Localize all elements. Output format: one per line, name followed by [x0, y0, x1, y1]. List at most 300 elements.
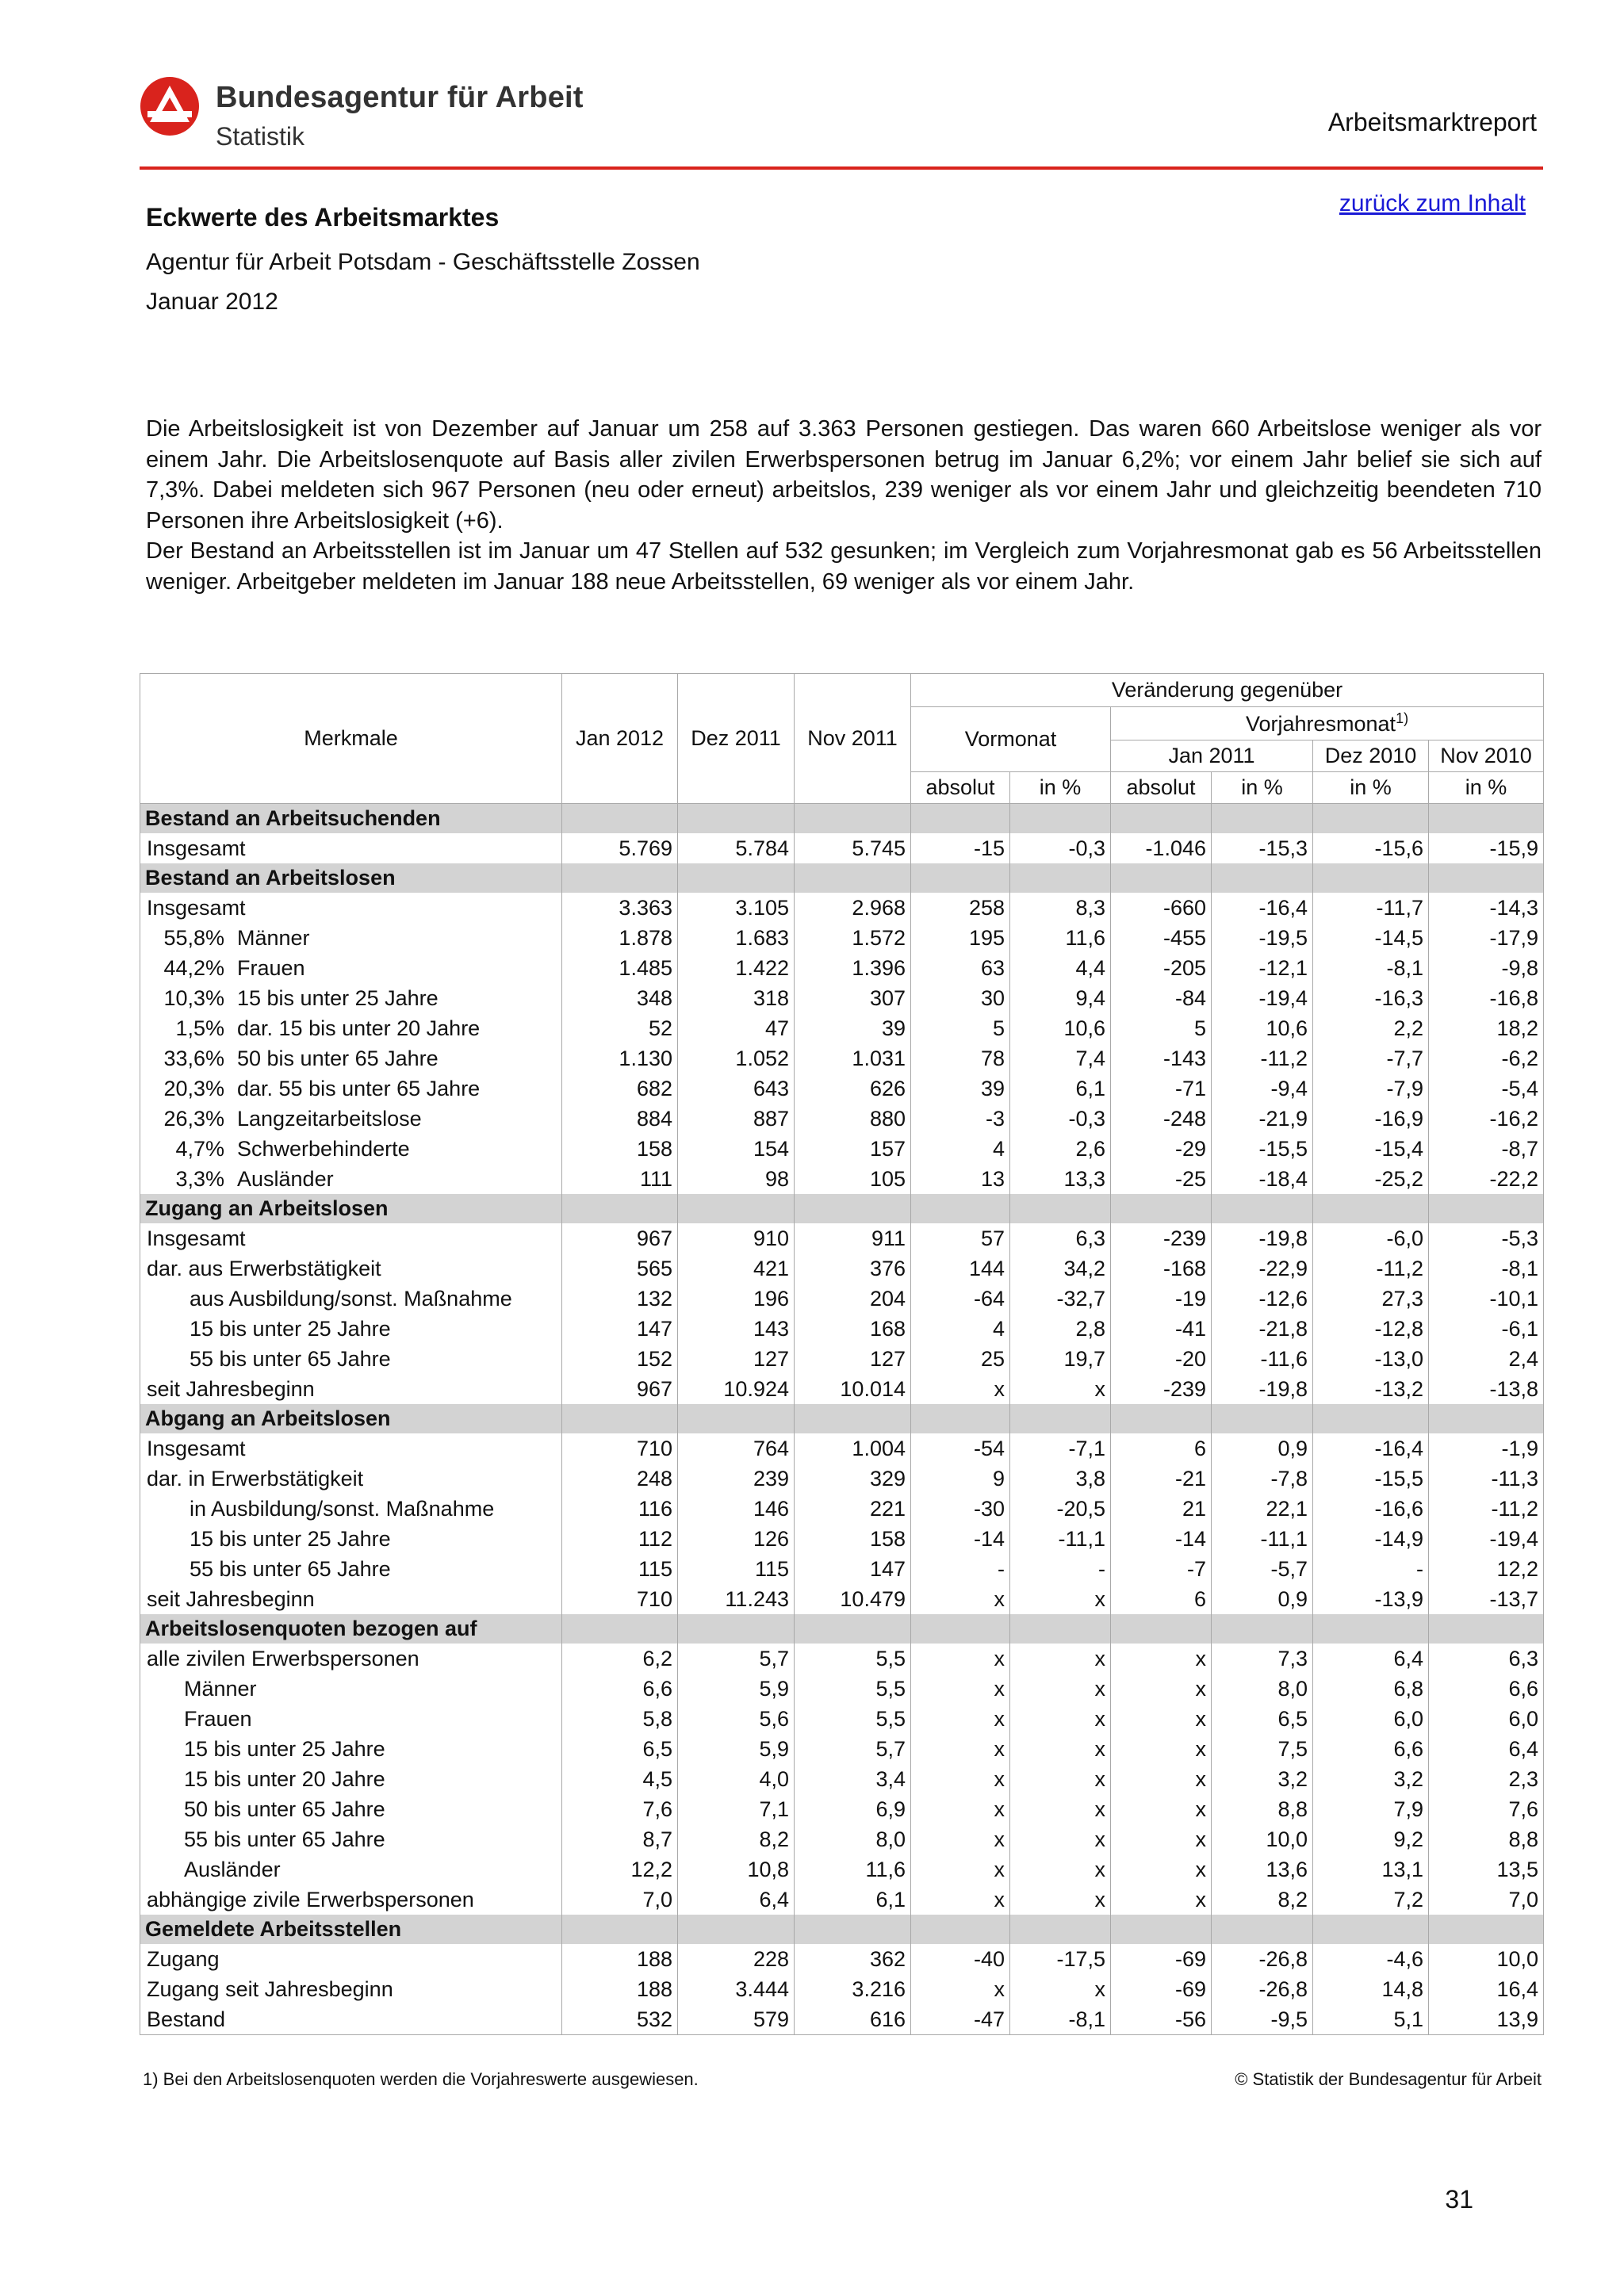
value-cell: 4,4: [1010, 953, 1111, 983]
row-label-cell: [140, 1013, 562, 1043]
table-row: [140, 1253, 1544, 1284]
table-row: [140, 1344, 1544, 1374]
value-cell: 4: [911, 1134, 1010, 1164]
value-cell: 5,5: [795, 1644, 911, 1674]
value-cell: -19,8: [1212, 1223, 1313, 1253]
value-cell: x: [1010, 1824, 1111, 1854]
ba-logo-icon: [140, 76, 200, 136]
value-cell: 158: [562, 1134, 678, 1164]
value-cell: -56: [1111, 2004, 1212, 2035]
value-cell: 111: [562, 1164, 678, 1194]
value-cell: -40: [911, 1944, 1010, 1974]
group-filler-cell: [1111, 1194, 1212, 1223]
value-cell: 6,5: [562, 1734, 678, 1764]
row-label-cell: [140, 1464, 562, 1494]
value-cell: 147: [562, 1314, 678, 1344]
group-title: Zugang an Arbeitslosen: [140, 1194, 562, 1223]
row-label: 15 bis unter 25 Jahre: [237, 985, 439, 1010]
value-cell: 880: [795, 1104, 911, 1134]
value-cell: 1.004: [795, 1433, 911, 1464]
value-cell: x: [911, 1794, 1010, 1824]
value-cell: x: [1010, 1734, 1111, 1764]
value-cell: 239: [678, 1464, 795, 1494]
row-label: aus Ausbildung/sonst. Maßnahme: [190, 1286, 512, 1311]
value-cell: 16,4: [1429, 1974, 1544, 2004]
value-cell: 6,6: [1313, 1734, 1429, 1764]
value-cell: 116: [562, 1494, 678, 1524]
value-cell: 5.784: [678, 833, 795, 863]
value-cell: 6: [1111, 1584, 1212, 1614]
table-row: [140, 1043, 1544, 1073]
row-share: 1,5%: [175, 1016, 224, 1040]
value-cell: 7,0: [1429, 1885, 1544, 1915]
value-cell: 6,3: [1010, 1223, 1111, 1253]
row-label-cell: [140, 953, 562, 983]
value-cell: 1.422: [678, 953, 795, 983]
value-cell: 10,6: [1212, 1013, 1313, 1043]
period-label: Januar 2012: [146, 289, 278, 315]
group-filler-cell: [795, 1915, 911, 1944]
value-cell: x: [1111, 1704, 1212, 1734]
value-cell: 1.683: [678, 923, 795, 953]
value-cell: 967: [562, 1374, 678, 1404]
row-label: Langzeitarbeitslose: [237, 1106, 422, 1131]
value-cell: -16,4: [1313, 1433, 1429, 1464]
value-cell: -69: [1111, 1944, 1212, 1974]
row-label-cell: [140, 1824, 562, 1854]
value-cell: 39: [795, 1013, 911, 1043]
row-label: Insgesamt: [147, 1436, 246, 1460]
value-cell: -9,5: [1212, 2004, 1313, 2035]
value-cell: 248: [562, 1464, 678, 1494]
group-filler-cell: [1313, 1915, 1429, 1944]
row-label-cell: [140, 1374, 562, 1404]
group-filler-cell: [1313, 863, 1429, 893]
group-filler-cell: [795, 863, 911, 893]
value-cell: -15,9: [1429, 833, 1544, 863]
value-cell: -6,1: [1429, 1314, 1544, 1344]
group-filler-cell: [1212, 1194, 1313, 1223]
group-filler-cell: [795, 1194, 911, 1223]
value-cell: 376: [795, 1253, 911, 1284]
value-cell: 5,1: [1313, 2004, 1429, 2035]
value-cell: 10,0: [1429, 1944, 1544, 1974]
row-label-cell: [140, 1494, 562, 1524]
value-cell: -19,8: [1212, 1374, 1313, 1404]
value-cell: 11.243: [678, 1584, 795, 1614]
group-filler-cell: [1313, 804, 1429, 834]
report-label: Arbeitsmarktreport: [1327, 108, 1537, 136]
row-label-cell: [140, 1644, 562, 1674]
col-header-nov2010: Nov 2010: [1429, 740, 1544, 772]
row-share: 44,2%: [163, 955, 224, 980]
value-cell: x: [1010, 1974, 1111, 2004]
row-label: dar. aus Erwerbstätigkeit: [147, 1256, 381, 1280]
value-cell: -13,8: [1429, 1374, 1544, 1404]
value-cell: -5,7: [1212, 1554, 1313, 1584]
row-label-cell: [140, 1854, 562, 1885]
value-cell: -11,3: [1429, 1464, 1544, 1494]
value-cell: 258: [911, 893, 1010, 923]
value-cell: -32,7: [1010, 1284, 1111, 1314]
group-filler-cell: [562, 1915, 678, 1944]
value-cell: x: [911, 1764, 1010, 1794]
table-footnote: 1) Bei den Arbeitslosenquoten werden die Vorjahreswerte ausgewiesen.: [143, 2069, 699, 2089]
value-cell: -14,5: [1313, 923, 1429, 953]
group-filler-cell: [911, 1915, 1010, 1944]
value-cell: -16,8: [1429, 983, 1544, 1013]
row-label-cell: [140, 1885, 562, 1915]
value-cell: 144: [911, 1253, 1010, 1284]
row-label-cell: [140, 1944, 562, 1974]
value-cell: 154: [678, 1134, 795, 1164]
value-cell: 5,7: [795, 1734, 911, 1764]
value-cell: -248: [1111, 1104, 1212, 1134]
value-cell: x: [1010, 1374, 1111, 1404]
table-row: [140, 1704, 1544, 1734]
value-cell: x: [911, 1885, 1010, 1915]
value-cell: -12,8: [1313, 1314, 1429, 1344]
row-share: 33,6%: [163, 1046, 224, 1070]
value-cell: -8,1: [1429, 1253, 1544, 1284]
value-cell: 307: [795, 983, 911, 1013]
value-cell: -20,5: [1010, 1494, 1111, 1524]
value-cell: 19,7: [1010, 1344, 1111, 1374]
value-cell: 12,2: [562, 1854, 678, 1885]
value-cell: x: [911, 1704, 1010, 1734]
group-filler-cell: [1111, 863, 1212, 893]
value-cell: 0,9: [1212, 1584, 1313, 1614]
value-cell: 63: [911, 953, 1010, 983]
value-cell: -13,7: [1429, 1584, 1544, 1614]
value-cell: 52: [562, 1013, 678, 1043]
value-cell: 1.396: [795, 953, 911, 983]
row-label-cell: [140, 1554, 562, 1584]
table-row: [140, 1013, 1544, 1043]
table-row: [140, 1524, 1544, 1554]
value-cell: -11,2: [1313, 1253, 1429, 1284]
group-filler-cell: [1429, 1614, 1544, 1644]
value-cell: 146: [678, 1494, 795, 1524]
value-cell: -30: [911, 1494, 1010, 1524]
value-cell: 27,3: [1313, 1284, 1429, 1314]
table-row: [140, 953, 1544, 983]
row-label: seit Jahresbeginn: [147, 1376, 315, 1401]
page-header: [140, 73, 1542, 168]
value-cell: -0,3: [1010, 833, 1111, 863]
value-cell: 18,2: [1429, 1013, 1544, 1043]
value-cell: 6,0: [1429, 1704, 1544, 1734]
table-row: [140, 1554, 1544, 1584]
value-cell: 887: [678, 1104, 795, 1134]
value-cell: 228: [678, 1944, 795, 1974]
row-label: Schwerbehinderte: [237, 1136, 410, 1161]
value-cell: -: [1313, 1554, 1429, 1584]
row-label-cell: [140, 1284, 562, 1314]
value-cell: 13,3: [1010, 1164, 1111, 1194]
value-cell: -8,1: [1313, 953, 1429, 983]
value-cell: 0,9: [1212, 1433, 1313, 1464]
value-cell: 21: [1111, 1494, 1212, 1524]
value-cell: 911: [795, 1223, 911, 1253]
value-cell: 5: [1111, 1013, 1212, 1043]
value-cell: 13,5: [1429, 1854, 1544, 1885]
value-cell: 22,1: [1212, 1494, 1313, 1524]
group-title: Bestand an Arbeitslosen: [140, 863, 562, 893]
value-cell: -19,4: [1429, 1524, 1544, 1554]
group-filler-cell: [1111, 804, 1212, 834]
group-filler-cell: [911, 863, 1010, 893]
value-cell: -1.046: [1111, 833, 1212, 863]
group-filler-cell: [795, 804, 911, 834]
group-filler-cell: [562, 1404, 678, 1433]
value-cell: 127: [678, 1344, 795, 1374]
value-cell: -16,3: [1313, 983, 1429, 1013]
value-cell: 112: [562, 1524, 678, 1554]
col-header-merkmale: Merkmale: [140, 674, 562, 804]
col-header-nov2011: Nov 2011: [795, 674, 911, 804]
row-label-cell: [140, 1794, 562, 1824]
value-cell: 132: [562, 1284, 678, 1314]
group-filler-cell: [911, 1194, 1010, 1223]
back-to-contents-link[interactable]: zurück zum Inhalt: [1339, 190, 1526, 216]
org-subtitle: Statistik: [216, 122, 305, 151]
value-cell: 1.878: [562, 923, 678, 953]
col-header-veraenderung: Veränderung gegenüber: [911, 674, 1544, 707]
value-cell: 7,2: [1313, 1885, 1429, 1915]
row-label: Bestand: [147, 2007, 226, 2031]
table-row: [140, 1134, 1544, 1164]
group-filler-cell: [1212, 863, 1313, 893]
value-cell: 6,4: [1429, 1734, 1544, 1764]
row-label: Zugang seit Jahresbeginn: [147, 1976, 393, 2001]
value-cell: 4,0: [678, 1764, 795, 1794]
value-cell: 2,2: [1313, 1013, 1429, 1043]
value-cell: 30: [911, 983, 1010, 1013]
value-cell: -11,2: [1429, 1494, 1544, 1524]
value-cell: 10,6: [1010, 1013, 1111, 1043]
group-filler-cell: [1212, 1915, 1313, 1944]
value-cell: x: [911, 1374, 1010, 1404]
row-label-cell: [140, 1974, 562, 2004]
page-title: Eckwerte des Arbeitsmarktes: [146, 203, 500, 232]
value-cell: x: [1111, 1644, 1212, 1674]
value-cell: 6,3: [1429, 1644, 1544, 1674]
value-cell: 34,2: [1010, 1253, 1111, 1284]
value-cell: -21,8: [1212, 1314, 1313, 1344]
group-filler-cell: [1212, 1404, 1313, 1433]
value-cell: -660: [1111, 893, 1212, 923]
value-cell: -26,8: [1212, 1974, 1313, 2004]
value-cell: -29: [1111, 1134, 1212, 1164]
value-cell: 362: [795, 1944, 911, 1974]
value-cell: -64: [911, 1284, 1010, 1314]
value-cell: 7,0: [562, 1885, 678, 1915]
value-cell: -15,5: [1313, 1464, 1429, 1494]
row-label-cell: [140, 1253, 562, 1284]
value-cell: 1.572: [795, 923, 911, 953]
value-cell: x: [1111, 1824, 1212, 1854]
value-cell: 3,8: [1010, 1464, 1111, 1494]
value-cell: x: [1010, 1674, 1111, 1704]
group-filler-cell: [678, 863, 795, 893]
group-filler-cell: [911, 804, 1010, 834]
value-cell: -1,9: [1429, 1433, 1544, 1464]
value-cell: 2.968: [795, 893, 911, 923]
row-share: 55,8%: [163, 925, 224, 950]
value-cell: x: [1010, 1644, 1111, 1674]
col-header-dez2010: Dez 2010: [1313, 740, 1429, 772]
value-cell: 884: [562, 1104, 678, 1134]
group-filler-cell: [1010, 863, 1111, 893]
group-filler-cell: [1212, 1614, 1313, 1644]
value-cell: -13,9: [1313, 1584, 1429, 1614]
value-cell: 9,4: [1010, 983, 1111, 1013]
table-row: [140, 1584, 1544, 1614]
value-cell: 6,5: [1212, 1704, 1313, 1734]
value-cell: 13,6: [1212, 1854, 1313, 1885]
header-divider: [140, 166, 1543, 170]
group-filler-cell: [911, 1614, 1010, 1644]
value-cell: -22,2: [1429, 1164, 1544, 1194]
value-cell: x: [1010, 1885, 1111, 1915]
col-header-vorjahresmonat: [1111, 707, 1544, 740]
col-header-in-pct: in %: [1010, 772, 1111, 804]
value-cell: 143: [678, 1314, 795, 1344]
value-cell: -7,8: [1212, 1464, 1313, 1494]
group-filler-cell: [911, 1404, 1010, 1433]
value-cell: 168: [795, 1314, 911, 1344]
table-row: [140, 1824, 1544, 1854]
group-filler-cell: [1429, 804, 1544, 834]
value-cell: -25,2: [1313, 1164, 1429, 1194]
value-cell: -10,1: [1429, 1284, 1544, 1314]
value-cell: 579: [678, 2004, 795, 2035]
row-label-cell: [140, 1524, 562, 1554]
value-cell: -21: [1111, 1464, 1212, 1494]
value-cell: 147: [795, 1554, 911, 1584]
value-cell: 6,4: [1313, 1644, 1429, 1674]
row-label: Männer: [237, 925, 310, 950]
value-cell: 105: [795, 1164, 911, 1194]
value-cell: -19: [1111, 1284, 1212, 1314]
row-label: 55 bis unter 65 Jahre: [190, 1556, 391, 1581]
value-cell: 78: [911, 1043, 1010, 1073]
value-cell: -: [911, 1554, 1010, 1584]
group-header-row: [140, 1614, 1544, 1644]
row-label-cell: [140, 1433, 562, 1464]
row-label-cell: [140, 893, 562, 923]
value-cell: x: [911, 1644, 1010, 1674]
table-row: [140, 1885, 1544, 1915]
table-row: [140, 1794, 1544, 1824]
group-title: Arbeitslosenquoten bezogen auf: [140, 1614, 562, 1644]
table-row: [140, 1644, 1544, 1674]
value-cell: 115: [678, 1554, 795, 1584]
value-cell: -41: [1111, 1314, 1212, 1344]
value-cell: x: [1010, 1704, 1111, 1734]
value-cell: -239: [1111, 1223, 1212, 1253]
value-cell: 421: [678, 1253, 795, 1284]
value-cell: 6,2: [562, 1644, 678, 1674]
value-cell: 8,3: [1010, 893, 1111, 923]
value-cell: x: [911, 1674, 1010, 1704]
value-cell: 318: [678, 983, 795, 1013]
value-cell: -455: [1111, 923, 1212, 953]
row-label-cell: [140, 1734, 562, 1764]
group-filler-cell: [1010, 1194, 1111, 1223]
group-title: Bestand an Arbeitsuchenden: [140, 804, 562, 834]
value-cell: x: [1111, 1734, 1212, 1764]
group-header-row: [140, 1194, 1544, 1223]
row-label: dar. 15 bis unter 20 Jahre: [237, 1016, 481, 1040]
group-header-row: [140, 863, 1544, 893]
col-header-absolut: absolut: [1111, 772, 1212, 804]
table-row: [140, 1433, 1544, 1464]
value-cell: x: [911, 1974, 1010, 2004]
table-row: [140, 1073, 1544, 1104]
row-label-cell: [140, 1674, 562, 1704]
value-cell: -205: [1111, 953, 1212, 983]
value-cell: 967: [562, 1223, 678, 1253]
value-cell: -168: [1111, 1253, 1212, 1284]
row-label: 55 bis unter 65 Jahre: [184, 1827, 385, 1851]
value-cell: 5.745: [795, 833, 911, 863]
row-share: 20,3%: [163, 1076, 224, 1100]
value-cell: 7,3: [1212, 1644, 1313, 1674]
value-cell: x: [1010, 1584, 1111, 1614]
group-filler-cell: [678, 804, 795, 834]
table-row: [140, 1104, 1544, 1134]
value-cell: -84: [1111, 983, 1212, 1013]
value-cell: 5,9: [678, 1674, 795, 1704]
value-cell: 329: [795, 1464, 911, 1494]
value-cell: 5.769: [562, 833, 678, 863]
value-cell: 3,2: [1313, 1764, 1429, 1794]
value-cell: -14,9: [1313, 1524, 1429, 1554]
value-cell: 616: [795, 2004, 911, 2035]
table-row: [140, 1164, 1544, 1194]
value-cell: -11,2: [1212, 1043, 1313, 1073]
group-filler-cell: [678, 1915, 795, 1944]
value-cell: 6,6: [1429, 1674, 1544, 1704]
value-cell: -11,7: [1313, 893, 1429, 923]
row-label: Ausländer: [237, 1166, 334, 1191]
value-cell: 6,6: [562, 1674, 678, 1704]
value-cell: 10.924: [678, 1374, 795, 1404]
value-cell: -19,5: [1212, 923, 1313, 953]
value-cell: -47: [911, 2004, 1010, 2035]
value-cell: 4: [911, 1314, 1010, 1344]
group-filler-cell: [1429, 1194, 1544, 1223]
value-cell: 532: [562, 2004, 678, 2035]
value-cell: -9,4: [1212, 1073, 1313, 1104]
value-cell: 196: [678, 1284, 795, 1314]
value-cell: 152: [562, 1344, 678, 1374]
col-header-jan2011: Jan 2011: [1111, 740, 1313, 772]
group-filler-cell: [1111, 1614, 1212, 1644]
col-header-in-pct: in %: [1429, 772, 1544, 804]
value-cell: x: [1111, 1885, 1212, 1915]
value-cell: 6,1: [795, 1885, 911, 1915]
value-cell: 7,4: [1010, 1043, 1111, 1073]
value-cell: 3.216: [795, 1974, 911, 2004]
row-label-cell: [140, 1314, 562, 1344]
value-cell: -71: [1111, 1073, 1212, 1104]
value-cell: 4,5: [562, 1764, 678, 1794]
value-cell: 39: [911, 1073, 1010, 1104]
value-cell: 1.130: [562, 1043, 678, 1073]
